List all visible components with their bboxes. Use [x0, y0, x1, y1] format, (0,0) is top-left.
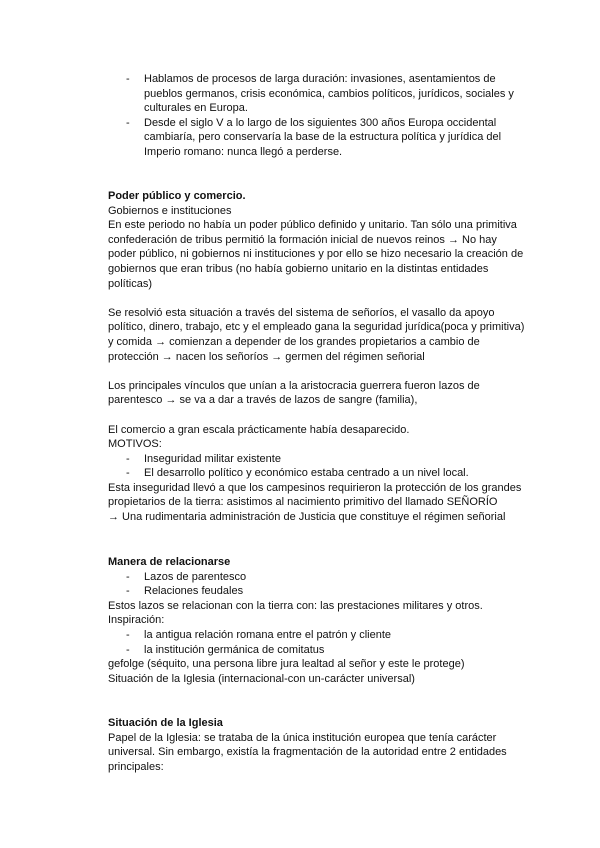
list-item-text: la institución germánica de comitatus: [144, 643, 325, 656]
poder-section: [108, 189, 528, 525]
paragraph: gefolge (séquito, una persona libre jura lealtad al señor y este le protege): [108, 658, 465, 671]
intro-bullet-text: Desde el siglo V a lo largo de los siguientes 300 años Europa occidental cambiaría, pero conservaría la base de la estructura política y jurídica del Imperio romano: nunca llegó a perderse.: [144, 116, 502, 158]
list-item: [108, 570, 528, 585]
section-heading-poder: Poder público y comercio.: [108, 190, 246, 202]
bullet-dash: -: [126, 467, 130, 480]
motivos-label: MOTIVOS:: [108, 438, 162, 451]
bullet-dash: -: [126, 73, 130, 85]
motivo-text: Inseguridad militar existente: [144, 452, 281, 465]
paragraph: El comercio a gran escala prácticamente había desaparecido.: [108, 423, 410, 436]
list-item-text: Relaciones feudales: [144, 585, 244, 598]
bullet-dash: -: [126, 452, 130, 465]
section-heading-iglesia: Situación de la Iglesia: [108, 717, 223, 729]
iglesia-section: [108, 716, 528, 774]
motivo-item: [108, 452, 528, 467]
subheading-gobiernos: Gobiernos e instituciones: [108, 204, 232, 217]
paragraph: Esta inseguridad llevó a que los campesinos requirieron la protección de los grandes propietarios de la tierra: asistimos al nacimiento primitivo del llamado SEÑORÍO: [108, 481, 522, 509]
paragraph: Papel de la Iglesia: se trataba de la única institución europea que tenía carácter universal. Sin embargo, existía la fragmentación de la autoridad entre 2 entidades principales:: [108, 731, 507, 773]
inspiracion-label: Inspiración:: [108, 614, 165, 627]
manera-section: [108, 555, 528, 686]
intro-bullet: [108, 116, 528, 160]
bullet-dash: -: [126, 570, 130, 583]
bullet-dash: -: [126, 643, 130, 656]
paragraph: En este periodo no había un poder público definido y unitario. Tan sólo una primitiva confederación de tribus permitió la formación inicial de nuevos reinos → No hay poder público, ni gobiernos ni instituciones y por ello se hizo necesario la creación de gobiernos que eran tribus (no había gobierno unitario en la distintas entidades políticas): [108, 219, 524, 290]
motivo-text: El desarrollo político y económico estaba centrado a un nivel local.: [144, 467, 469, 480]
list-item: [108, 628, 528, 643]
bullet-dash: -: [126, 628, 130, 641]
paragraph: → Una rudimentaria administración de Justicia que constituye el régimen señorial: [108, 511, 506, 524]
list-item-text: Lazos de parentesco: [144, 570, 247, 583]
paragraph: Se resolvió esta situación a través del sistema de señoríos, el vasallo da apoyo político, dinero, trabajo, etc y el empleado gana la seguridad jurídica(poca y primitiva) y comida → comienzan a depender de los grandes propietarios a cambio de protección → nacen los señoríos → germen del régimen señorial: [108, 306, 525, 363]
bullet-dash: -: [126, 585, 130, 598]
intro-bullet: [108, 72, 528, 116]
list-item-text: la antigua relación romana entre el patrón y cliente: [144, 628, 392, 641]
section-heading-manera: Manera de relacionarse: [108, 556, 231, 568]
paragraph: Estos lazos se relacionan con la tierra con: las prestaciones militares y otros.: [108, 599, 483, 612]
list-item: [108, 584, 528, 599]
paragraph: Los principales vínculos que unían a la aristocracia guerrera fueron lazos de parentesco → se va a dar a través de lazos de sangre (familia),: [108, 379, 480, 407]
list-item: [108, 643, 528, 658]
paragraph: Situación de la Iglesia (internacional-con un-carácter universal): [108, 672, 415, 685]
bullet-dash: -: [126, 116, 130, 129]
intro-bullet-text: Hablamos de procesos de larga duración: invasiones, asentamientos de pueblos germanos, crisis económica, cambios políticos, jurídicos, sociales y culturales en Europa.: [144, 73, 514, 115]
motivo-item: [108, 466, 528, 481]
intro-section: [108, 72, 528, 160]
